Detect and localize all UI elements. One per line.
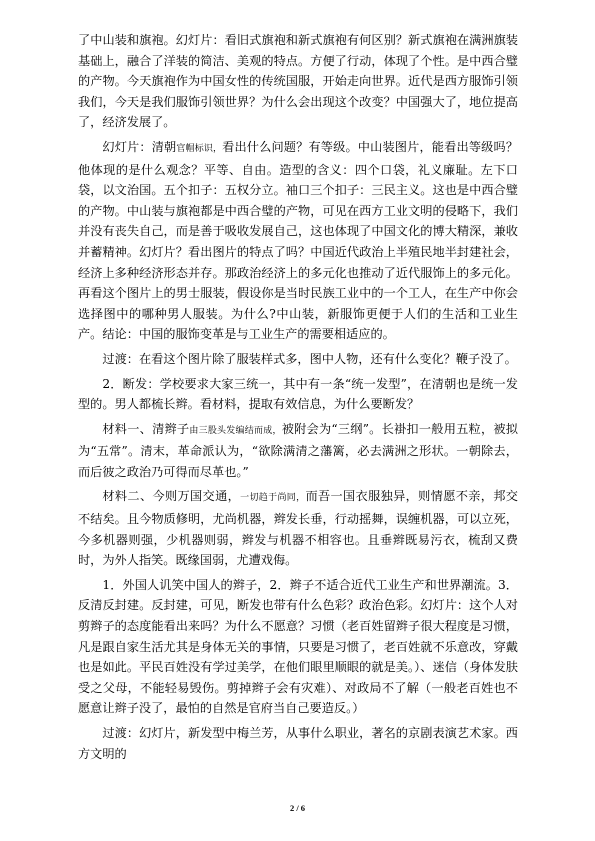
paragraph — [78, 30, 518, 133]
page-number: 2 / 6 — [289, 803, 306, 813]
small-text-run: 由三股头发编结而成， — [189, 425, 282, 436]
text-run: 过渡：幻灯片，新发型中梅兰芳，从事什么职业，著名的京剧表演艺术家。西方文明的 — [78, 726, 518, 761]
paragraph — [78, 723, 518, 764]
paragraph — [78, 137, 518, 345]
paragraph — [78, 575, 518, 719]
paragraph — [78, 349, 518, 370]
small-text-run: 官帽标识， — [176, 143, 223, 154]
text-run: 被附会为“三纲”。长褂扣一般用五粒，被拟为“五常”。清末，革命派认为，“欲除满清之藩篱，必去满洲之形状。一朝除去，而后彼之政治乃可得而尽革也。” — [78, 421, 518, 479]
document-body — [78, 30, 518, 768]
text-run: 材料二、今则万国交通， — [102, 489, 241, 504]
text-run: 过渡：在看这个图片除了服装样式多，图中人物，还有什么变化？鞭子没了。 — [102, 351, 517, 366]
paragraph — [78, 486, 518, 570]
text-run: 了中山装和旗袍。幻灯片：看旧式旗袍和新式旗袍有何区别？新式旗袍在满洲旗装基础上，融合了洋装的简洁、美观的特点。方便了行动，体现了个性。是中西合璧的产物。今天旗袍作为中国女性的传统国服，开始走向世界。近代是西方服饰引领我们，今天是我们服饰引领世界？为什么会出现这个改变？中国强大了，地位提高了，经济发展了。 — [78, 33, 518, 130]
text-run: 1．外国人讥笑中国人的辫子，2．辫子不适合近代工业生产和世界潮流。3．反清反封建。反封建，可见，断发也带有什么色彩？政治色彩。幻灯片：这个人对剪辫子的态度能看出来吗？为什么不愿意？习惯（老百姓留辫子很大程度是习惯，凡是跟自家生活尤其是身体无关的事情，只要是习惯了，老百姓就不乐意改，穿戴也是如此。平民百姓没有学过美学，在他们眼里顺眼的就是美。）、迷信（身体发肤受之父母，不能轻易毁伤。剪掉辫子会有灾难）、对政局不了解（一般老百姓也不愿意让辫子没了，最怕的自然是官府当自己要造反。） — [78, 577, 518, 716]
text-run: 材料一、清辫子 — [102, 421, 190, 436]
paragraph — [78, 419, 518, 483]
text-run: 而吾一国衣服独异，则情愿不亲，邦交不结矣。且今物质修明，尤尚机器，辫发长垂，行动摇舞，误缠机器，可以立死，今多机器则强，少机器则弱，辫发与机器不相容也。且垂辫既易污衣，梳刮又费时，为外人指笑。既缘国弱，尤遭戏侮。 — [78, 489, 518, 568]
text-run: 看出什么问题？有等级。中山装图片，能看出等级吗？他体现的是什么观念？平等、自由。造型的含义：四个口袋，礼义廉耻。左下口袋，以文治国。五个扣子：五权分立。袖口三个扣子：三民主义。这也是中西合璧的产物。中山装与旗袍都是中西合璧的产物，可见在西方工业文明的侵略下，我们并没有丧失自己，而是善于吸收发展自己，这也体现了中国文化的博大精深，兼收并蓄精神。幻灯片？看出图片的特点了吗？中国近代政治上半殖民地半封建社会，经济上多种经济形态并存。那政治经济上的多元化也推动了近代服饰上的多元化。再看这个图片上的男士服装，假设你是当时民族工业中的一个工人，在生产中你会选择图中的哪种男人服装。为什么?中山装，新服饰更便于人们的生活和工业生产。结论：中国的服饰变革是与工业生产的需要相适应的。 — [78, 139, 519, 342]
text-run: 幻灯片：清朝 — [102, 139, 177, 154]
text-run: 2．断发：学校要求大家三统一，其中有一条“统一发型”，在清朝也是统一发型的。男人都梳长辫。看材料，提取有效信息，为什么要断发？ — [78, 376, 518, 412]
paragraph — [78, 374, 518, 415]
small-text-run: 一切趋于尚同， — [240, 493, 306, 504]
